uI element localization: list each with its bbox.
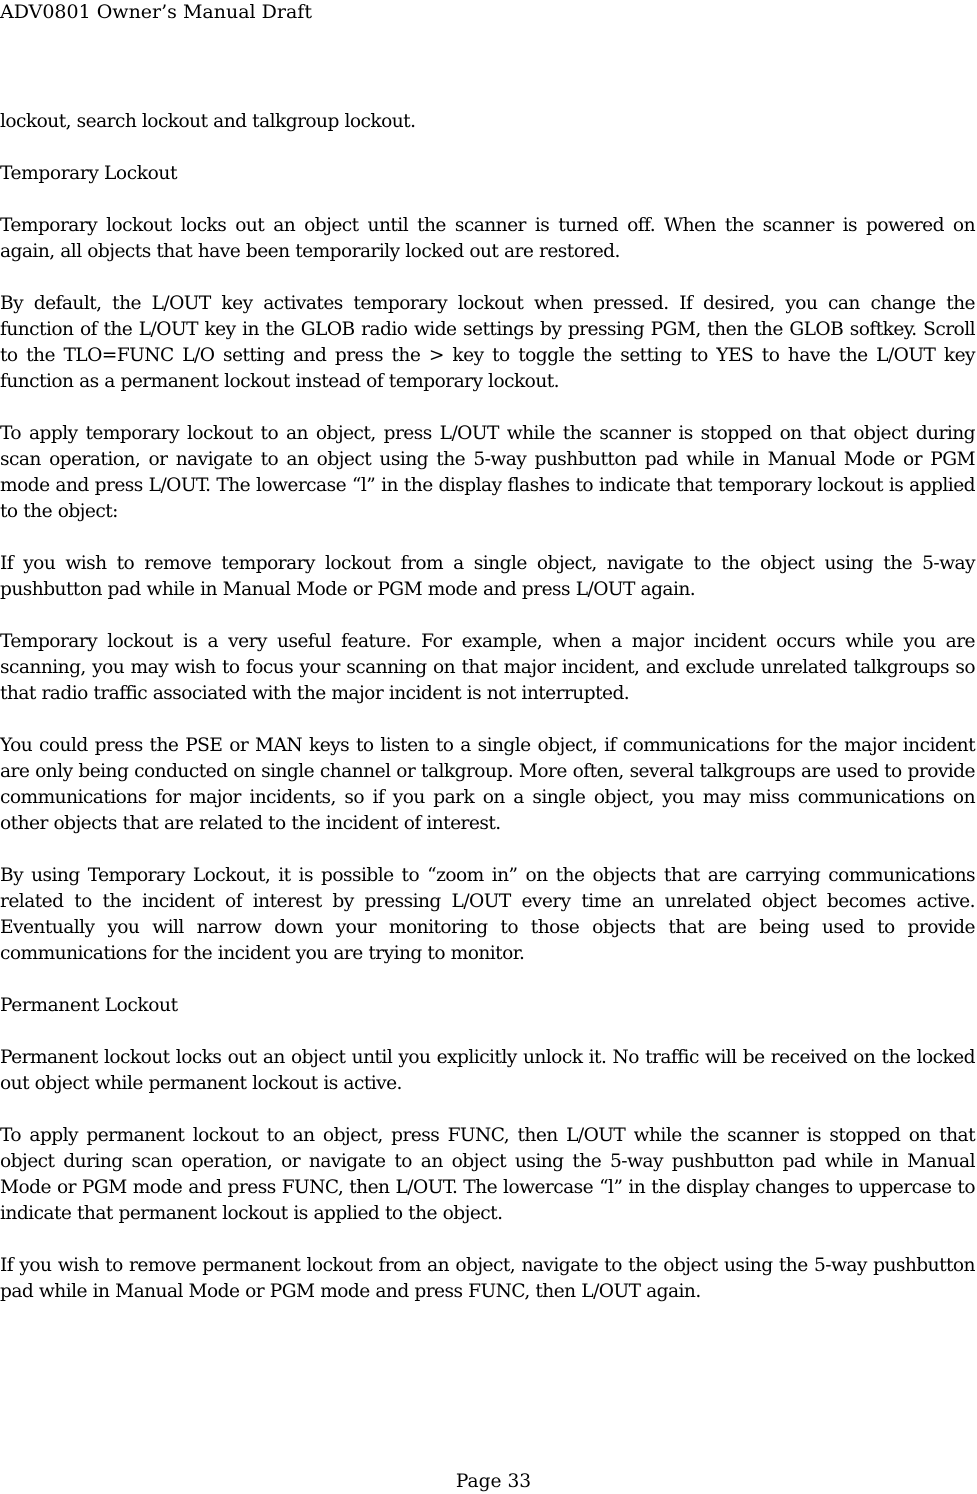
- section-heading-temporary-lockout: Temporary Lockout: [0, 163, 178, 184]
- paragraph-permanent-definition: Permanent lockout locks out an object until you explicitly unlock it. No traffic will be received on the locked out object while permanent lockout is active.: [0, 1047, 975, 1094]
- paragraph-apply-permanent: To apply permanent lockout to an object, press FUNC, then L/OUT while the scanner is stopped on that object during scan operation, or navigate to an object using the 5-way pushbutton pad while in Manual Mode or PGM mode and press FUNC, then L/OUT. The lowercase “l” in the display changes to uppercase to indicate that permanent lockout is applied to the object.: [0, 1125, 975, 1224]
- paragraph-zoom-in: By using Temporary Lockout, it is possible to “zoom in” on the objects that are carrying communications related to the incident of interest by pressing L/OUT every time an unrelated object becomes active. Eventually you will narrow down your monitoring to those objects that are being used to provide communications for the incident you are trying to monitor.: [0, 865, 975, 964]
- paragraph-pse-man-keys: You could press the PSE or MAN keys to listen to a single object, if communications for the major incident are only being conducted on single channel or talkgroup. More often, several talkgroups are used to provide communications for major incidents, so if you park on a single object, you may miss communications on other objects that are related to the incident of interest.: [0, 735, 975, 834]
- paragraph-temporary-definition: Temporary lockout locks out an object until the scanner is turned off. When the scanner is powered on again, all objects that have been temporarily locked out are restored.: [0, 215, 975, 262]
- paragraph-apply-temporary: To apply temporary lockout to an object, press L/OUT while the scanner is stopped on that object during scan operation, or navigate to an object using the 5-way pushbutton pad while in Manual Mode or PGM mode and press L/OUT. The lowercase “l” in the display flashes to indicate that temporary lockout is applied to the object:: [0, 423, 975, 522]
- paragraph-lockout-types: lockout, search lockout and talkgroup lockout.: [0, 111, 416, 132]
- document-body: [0, 109, 975, 1331]
- document-header: ADV0801 Owner’s Manual Draft: [0, 1, 312, 23]
- paragraph-default-lout-key: By default, the L/OUT key activates temporary lockout when pressed. If desired, you can change the function of the L/OUT key in the GLOB radio wide settings by pressing PGM, then the GLOB softkey. Scroll to the TLO=FUNC L/O setting and press the > key to toggle the setting to YES to have the L/OUT key function as a permanent lockout instead of temporary lockout.: [0, 293, 975, 392]
- paragraph-temporary-useful: Temporary lockout is a very useful feature. For example, when a major incident occurs while you are scanning, you may wish to focus your scanning on that major incident, and exclude unrelated talkgroups so that radio traffic associated with the major incident is not interrupted.: [0, 631, 975, 704]
- page-number: Page 33: [455, 1471, 532, 1492]
- paragraph-remove-temporary: If you wish to remove temporary lockout from a single object, navigate to the object using the 5-way pushbutton pad while in Manual Mode or PGM mode and press L/OUT again.: [0, 553, 975, 600]
- section-heading-permanent-lockout: Permanent Lockout: [0, 995, 178, 1016]
- paragraph-remove-permanent: If you wish to remove permanent lockout from an object, navigate to the object using the 5-way pushbutton pad while in Manual Mode or PGM mode and press FUNC, then L/OUT again.: [0, 1255, 975, 1302]
